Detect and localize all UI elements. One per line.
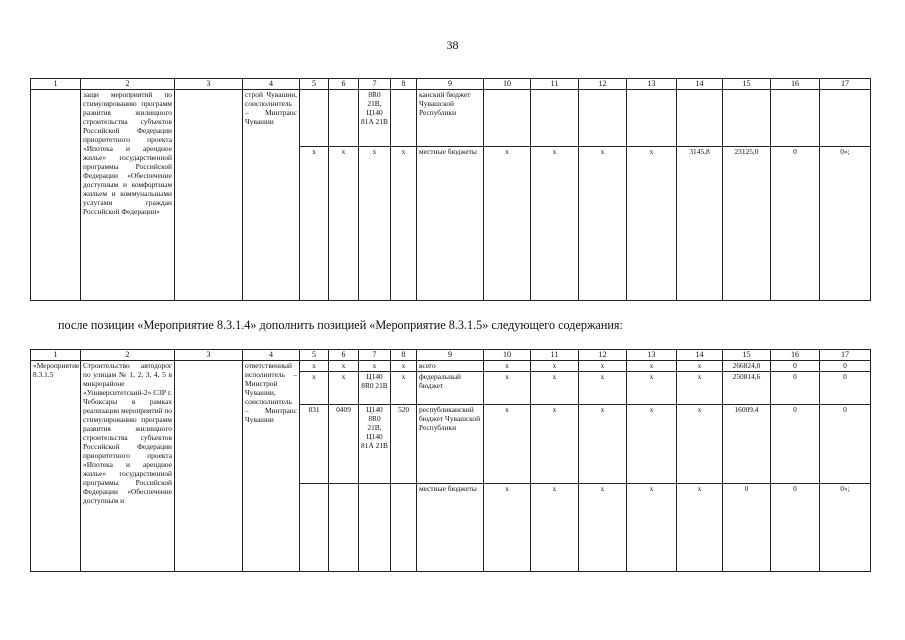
cell-c11: x bbox=[531, 405, 579, 484]
amount-c16: 0 bbox=[771, 361, 820, 372]
cell-c12: x bbox=[579, 484, 627, 572]
cell-c11: x bbox=[531, 147, 579, 301]
cell-c17 bbox=[820, 90, 871, 147]
cell-c10: x bbox=[484, 361, 531, 372]
col-header-16: 16 bbox=[771, 350, 820, 361]
col-header-3: 3 bbox=[175, 350, 243, 361]
responsible-executor: ответственный исполнитель – Минстрой Чувашии, соисполнитель – Минтранс Чувашии bbox=[243, 361, 300, 572]
amendment-sentence: после позиции «Мероприятие 8.3.1.4» дополнить позицией «Мероприятие 8.3.1.5» следующего содержания: bbox=[58, 318, 623, 332]
funding-source: федеральный бюджет bbox=[417, 372, 484, 405]
page-number: 38 bbox=[446, 38, 459, 52]
amount-c15: 250814,6 bbox=[723, 372, 771, 405]
cell-c15 bbox=[723, 90, 771, 147]
col-header-6: 6 bbox=[329, 79, 359, 90]
target-article-code: 8R0 21B, Ц140 81А 21B bbox=[359, 90, 391, 147]
measure-description: защи мероприятий по стимулированию программ развития жилищного строительства субъектов Российской Федерации приоритетного проекта «Ипотека и арендное жилье» государственной программы Российской Федерации «Обеспечение доступным и комфортным жильем и коммунальными услугами граждан Российской Федерации» bbox=[81, 90, 175, 301]
col-header-1: 1 bbox=[31, 350, 81, 361]
cell-c10: x bbox=[484, 484, 531, 572]
amount-c15: 16009,4 bbox=[723, 405, 771, 484]
col-header-5: 5 bbox=[300, 79, 329, 90]
funding-source: канский бюджет Чувашской Республики bbox=[417, 90, 484, 147]
cell-c8 bbox=[391, 90, 417, 147]
cell-c13: x bbox=[627, 405, 677, 484]
cell-c5 bbox=[300, 484, 329, 572]
amount-c17: 0 bbox=[820, 372, 871, 405]
cell-c10 bbox=[484, 90, 531, 147]
cell-c13: x bbox=[627, 147, 677, 301]
amount-c14: 3145,8 bbox=[677, 147, 723, 301]
col-header-4: 4 bbox=[243, 350, 300, 361]
amount-c16: 0 bbox=[771, 147, 820, 301]
col-header-10: 10 bbox=[484, 79, 531, 90]
cell-c12: x bbox=[579, 361, 627, 372]
col-header-11: 11 bbox=[531, 350, 579, 361]
col-header-2: 2 bbox=[81, 79, 175, 90]
col-header-7: 7 bbox=[359, 79, 391, 90]
cell-c8 bbox=[391, 484, 417, 572]
amount-c17: 0 bbox=[820, 405, 871, 484]
cell-c7: x bbox=[359, 361, 391, 372]
funding-source: республиканский бюджет Чувашской Республики bbox=[417, 405, 484, 484]
column-number-row bbox=[31, 79, 871, 90]
amount-c17: 0»; bbox=[820, 147, 871, 301]
funding-source: местные бюджеты bbox=[417, 147, 484, 301]
responsible-executor: строй Чувашии, соисполнитель – Минтранс Чувашии bbox=[243, 90, 300, 301]
cell-c14: x bbox=[677, 361, 723, 372]
cell-c8: x bbox=[391, 372, 417, 405]
table-row bbox=[31, 361, 871, 372]
cell-c11: x bbox=[531, 484, 579, 572]
cell-c5: 831 bbox=[300, 405, 329, 484]
cell-c5 bbox=[300, 90, 329, 147]
cell-c6: x bbox=[329, 372, 359, 405]
col-header-15: 15 bbox=[723, 350, 771, 361]
cell-c7: Ц140 8R0 21B, Ц140 81А 21B bbox=[359, 405, 391, 484]
cell-c12: x bbox=[579, 372, 627, 405]
col-header-2: 2 bbox=[81, 350, 175, 361]
cell-c6: x bbox=[329, 147, 359, 301]
budget-table-new-measure bbox=[30, 349, 871, 572]
amount-c17: 0»; bbox=[820, 484, 871, 572]
cell-c11 bbox=[531, 90, 579, 147]
cell-c7: x bbox=[359, 147, 391, 301]
cell-c6 bbox=[329, 484, 359, 572]
cell-c1 bbox=[31, 90, 81, 301]
col-header-16: 16 bbox=[771, 79, 820, 90]
cell-c8: x bbox=[391, 147, 417, 301]
amount-c15: 266824,0 bbox=[723, 361, 771, 372]
cell-c7 bbox=[359, 484, 391, 572]
cell-c12: x bbox=[579, 147, 627, 301]
cell-c13 bbox=[627, 90, 677, 147]
cell-c8: 520 bbox=[391, 405, 417, 484]
cell-c12: x bbox=[579, 405, 627, 484]
col-header-5: 5 bbox=[300, 350, 329, 361]
col-header-4: 4 bbox=[243, 79, 300, 90]
amount-c17: 0 bbox=[820, 361, 871, 372]
cell-c8: x bbox=[391, 361, 417, 372]
col-header-14: 14 bbox=[677, 350, 723, 361]
col-header-12: 12 bbox=[579, 350, 627, 361]
col-header-17: 17 bbox=[820, 350, 871, 361]
col-header-7: 7 bbox=[359, 350, 391, 361]
amount-c16: 0 bbox=[771, 405, 820, 484]
column-number-row bbox=[31, 350, 871, 361]
cell-c10: x bbox=[484, 147, 531, 301]
cell-c3 bbox=[175, 361, 243, 572]
table-row bbox=[31, 90, 871, 147]
col-header-12: 12 bbox=[579, 79, 627, 90]
budget-table-continued bbox=[30, 78, 871, 301]
cell-c7: Ц140 8R0 21B bbox=[359, 372, 391, 405]
cell-c5: x bbox=[300, 361, 329, 372]
funding-source: всего bbox=[417, 361, 484, 372]
measure-description: Строительство автодорог по улицам № 1, 2, 3, 4, 5 в микрорайоне «Университетский-2» СЗР г. Чебоксары в рамках реализации мероприятий по стимулированию программ развития жилищного строительства субъектов Российской Федерации приоритетного проекта «Ипотека и арендное жилье» государственной программы Российской Федерации «Обеспечение доступным и bbox=[81, 361, 175, 572]
cell-c11: x bbox=[531, 372, 579, 405]
cell-c6 bbox=[329, 90, 359, 147]
col-header-11: 11 bbox=[531, 79, 579, 90]
cell-c6: x bbox=[329, 361, 359, 372]
measure-number: «Мероприятие 8.3.1.5 bbox=[31, 361, 81, 572]
cell-c10: x bbox=[484, 372, 531, 405]
cell-c5: x bbox=[300, 147, 329, 301]
cell-c5: x bbox=[300, 372, 329, 405]
col-header-9: 9 bbox=[417, 79, 484, 90]
funding-source: местные бюджеты bbox=[417, 484, 484, 572]
cell-c14: x bbox=[677, 372, 723, 405]
cell-c11: x bbox=[531, 361, 579, 372]
amount-c16: 0 bbox=[771, 484, 820, 572]
amount-c16: 0 bbox=[771, 372, 820, 405]
cell-c6: 0409 bbox=[329, 405, 359, 484]
cell-c14: x bbox=[677, 484, 723, 572]
col-header-1: 1 bbox=[31, 79, 81, 90]
col-header-10: 10 bbox=[484, 350, 531, 361]
cell-c12 bbox=[579, 90, 627, 147]
cell-c16 bbox=[771, 90, 820, 147]
cell-c14 bbox=[677, 90, 723, 147]
col-header-9: 9 bbox=[417, 350, 484, 361]
col-header-14: 14 bbox=[677, 79, 723, 90]
cell-c3 bbox=[175, 90, 243, 301]
cell-c14: x bbox=[677, 405, 723, 484]
col-header-8: 8 bbox=[391, 79, 417, 90]
col-header-13: 13 bbox=[627, 79, 677, 90]
cell-c13: x bbox=[627, 484, 677, 572]
cell-c13: x bbox=[627, 361, 677, 372]
col-header-15: 15 bbox=[723, 79, 771, 90]
col-header-13: 13 bbox=[627, 350, 677, 361]
col-header-8: 8 bbox=[391, 350, 417, 361]
amount-c15: 23125,0 bbox=[723, 147, 771, 301]
col-header-3: 3 bbox=[175, 79, 243, 90]
cell-c10: x bbox=[484, 405, 531, 484]
amount-c15: 0 bbox=[723, 484, 771, 572]
col-header-17: 17 bbox=[820, 79, 871, 90]
cell-c13: x bbox=[627, 372, 677, 405]
col-header-6: 6 bbox=[329, 350, 359, 361]
